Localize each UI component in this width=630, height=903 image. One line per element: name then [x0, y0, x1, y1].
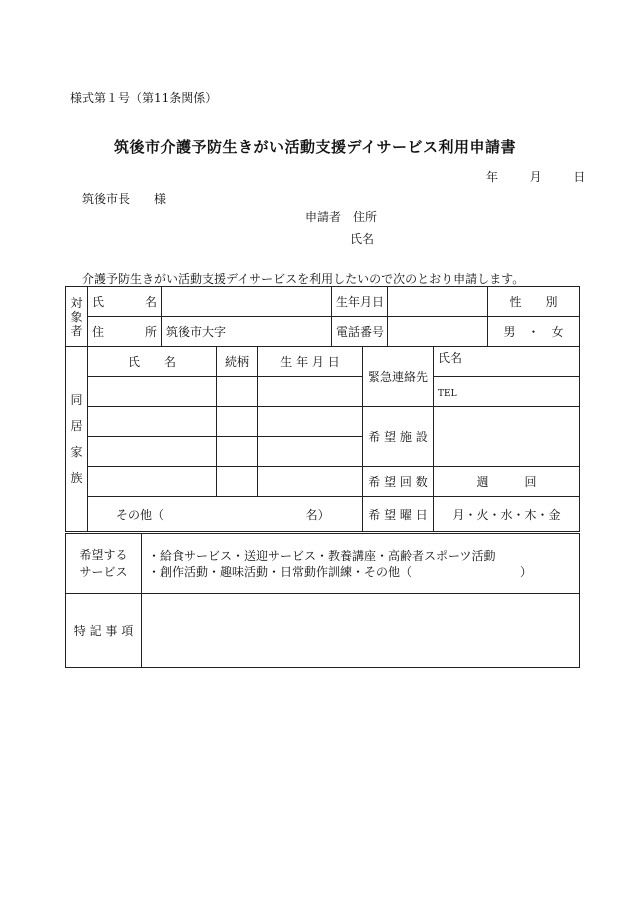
- household-col-relation: 続柄: [217, 347, 258, 377]
- services-options[interactable]: [142, 534, 580, 594]
- services-table: [65, 533, 580, 594]
- household-row4-birthdate[interactable]: [258, 467, 363, 497]
- desired-frequency-field[interactable]: 週 回: [434, 467, 580, 497]
- subject-name-label: 氏 名: [88, 287, 162, 317]
- subject-name-field[interactable]: [162, 287, 332, 317]
- household-row3-name[interactable]: [88, 437, 217, 467]
- subject-address-label: 住 所: [88, 317, 162, 347]
- household-col-birthdate: 生 年 月 日: [258, 347, 363, 377]
- subject-phone-label: 電話番号: [332, 317, 388, 347]
- emergency-tel-field[interactable]: TEL: [434, 377, 580, 407]
- household-row1-relation[interactable]: [217, 377, 258, 407]
- desired-days-label: 希 望 曜 日: [363, 497, 434, 532]
- household-table: [65, 346, 580, 532]
- household-row2-name[interactable]: [88, 407, 217, 437]
- household-row1-name[interactable]: [88, 377, 217, 407]
- subject-gender-label: 性 別: [488, 287, 580, 317]
- emergency-contact-label: 緊急連絡先: [363, 347, 434, 407]
- household-row4-relation[interactable]: [217, 467, 258, 497]
- household-group-label: 同居家族: [66, 347, 88, 532]
- addressee: 筑後市長 様: [82, 192, 167, 206]
- applicant-name-label: 氏名: [350, 232, 375, 246]
- date-line: [486, 168, 585, 185]
- date-month: 月: [529, 170, 542, 184]
- household-row2-relation[interactable]: [217, 407, 258, 437]
- household-row3-birthdate[interactable]: [258, 437, 363, 467]
- services-line-2: ・創作活動・趣味活動・日常動作訓練・その他（ ）: [148, 564, 533, 579]
- household-row3-relation[interactable]: [217, 437, 258, 467]
- subject-table: [65, 286, 580, 347]
- desired-facility-label: 希 望 施 設: [363, 407, 434, 467]
- subject-address-field[interactable]: 筑後市大字: [162, 317, 332, 347]
- date-year: 年: [486, 170, 499, 184]
- applicant-address-label: 申請者 住所: [305, 210, 378, 224]
- desired-facility-field[interactable]: [434, 407, 580, 467]
- subject-gender-options[interactable]: 男 ・ 女: [488, 317, 580, 347]
- subject-birthdate-label: 生年月日: [332, 287, 388, 317]
- desired-frequency-label: 希 望 回 数: [363, 467, 434, 497]
- household-col-name: 氏 名: [88, 347, 217, 377]
- subject-birthdate-field[interactable]: [388, 287, 488, 317]
- date-day: 日: [573, 170, 586, 184]
- form-number: 様式第１号（第11条関係）: [70, 91, 218, 105]
- subject-group-label: 対象者: [66, 287, 88, 347]
- subject-phone-field[interactable]: [388, 317, 488, 347]
- services-label: 希望する サービス: [66, 534, 142, 594]
- notes-label: 特 記 事 項: [66, 594, 142, 668]
- emergency-name-field[interactable]: 氏名: [434, 347, 580, 377]
- household-row4-name[interactable]: [88, 467, 217, 497]
- household-others[interactable]: その他（ 名）: [88, 497, 363, 532]
- document-title: 筑後市介護予防生きがい活動支援デイサービス利用申請書: [114, 138, 516, 156]
- notes-field[interactable]: [142, 594, 580, 668]
- desired-days-options[interactable]: 月・火・水・木・金: [434, 497, 580, 532]
- household-row2-birthdate[interactable]: [258, 407, 363, 437]
- services-line-1: ・給食サービス・送迎サービス・教養講座・高齢者スポーツ活動: [148, 548, 496, 563]
- notes-table: [65, 593, 580, 668]
- intro-text: 介護予防生きがい活動支援デイサービスを利用したいので次のとおり申請します。: [82, 272, 525, 286]
- household-row1-birthdate[interactable]: [258, 377, 363, 407]
